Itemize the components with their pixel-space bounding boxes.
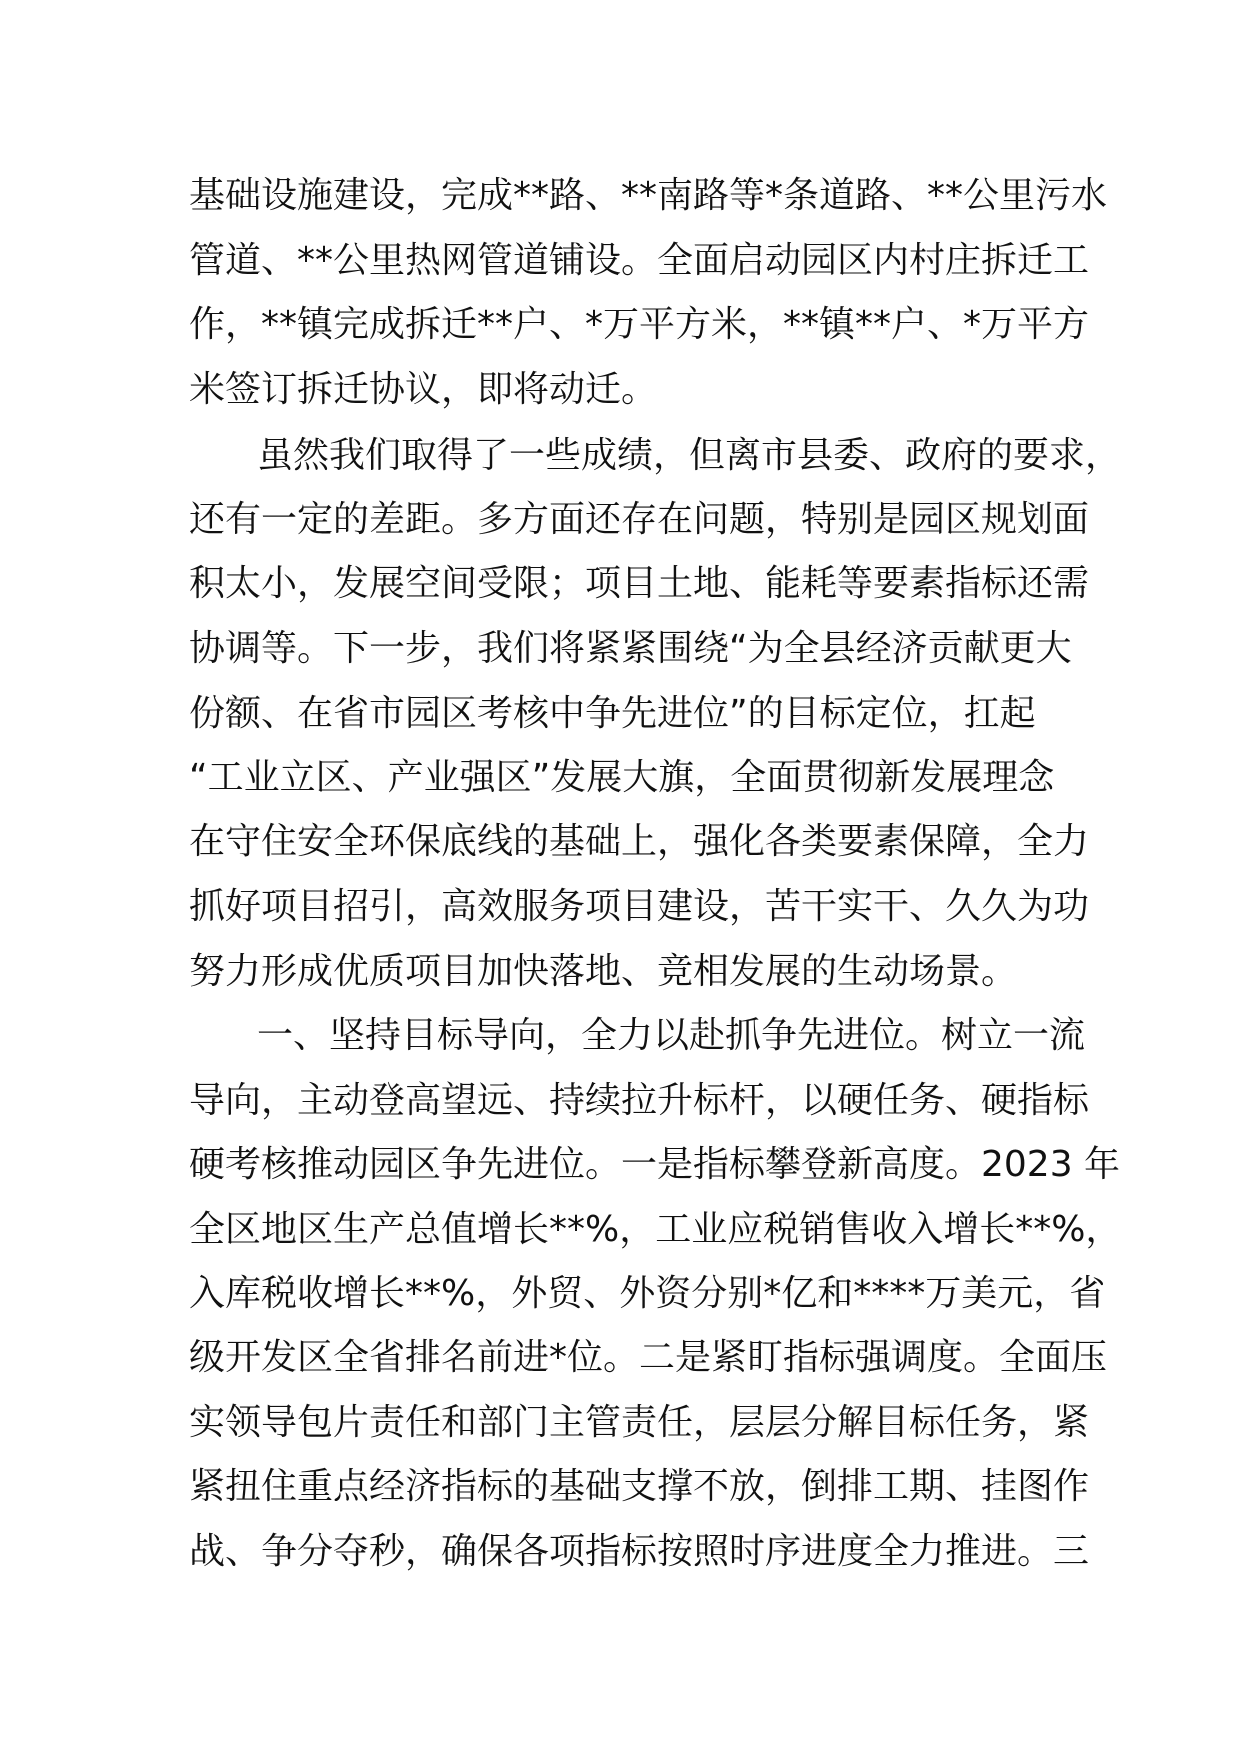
text-line: “工业立区、产业强区”发展大旗，全面贯彻新发展理念 bbox=[189, 757, 1055, 798]
text-line: 管道、**公里热网管道铺设。全面启动园区内村庄拆迁工 bbox=[189, 240, 1090, 281]
text-line: 米签订拆迁协议，即将动迁。 bbox=[189, 369, 658, 410]
text-line: 全区地区生产总值增长**%，工业应税销售收入增长**%， bbox=[189, 1209, 1122, 1250]
text-line: 硬考核推动园区争先进位。一是指标攀登新高度。2023 年 bbox=[189, 1144, 1121, 1185]
text-line: 还有一定的差距。多方面还存在问题，特别是园区规划面 bbox=[189, 499, 1090, 540]
text-line: 作，**镇完成拆迁**户、*万平方米，**镇**户、*万平方 bbox=[189, 304, 1090, 345]
text-line: 基础设施建设，完成**路、**南路等*条道路、**公里污水 bbox=[189, 175, 1108, 216]
text-line: 协调等。下一步，我们将紧紧围绕“为全县经济贡献更大 bbox=[189, 628, 1072, 669]
text-line: 努力形成优质项目加快落地、竞相发展的生动场景。 bbox=[189, 951, 1018, 992]
text-line: 实领导包片责任和部门主管责任，层层分解目标任务，紧 bbox=[189, 1402, 1090, 1443]
text-line: 入库税收增长**%，外贸、外资分别*亿和****万美元，省 bbox=[189, 1273, 1106, 1314]
text-line: 级开发区全省排名前进*位。二是紧盯指标强调度。全面压 bbox=[189, 1337, 1108, 1378]
paragraph-start-line: 虽然我们取得了一些成绩，但离市县委、政府的要求， bbox=[257, 435, 1122, 476]
text-line: 在守住安全环保底线的基础上，强化各类要素保障，全力 bbox=[189, 821, 1090, 862]
text-line: 份额、在省市园区考核中争先进位”的目标定位，扛起 bbox=[189, 693, 1036, 734]
text-line: 战、争分夺秒，确保各项指标按照时序进度全力推进。三 bbox=[189, 1531, 1090, 1572]
text-line: 导向，主动登高望远、持续拉升标杆，以硬任务、硬指标 bbox=[189, 1080, 1090, 1121]
text-line: 积太小，发展空间受限；项目土地、能耗等要素指标还需 bbox=[189, 563, 1090, 604]
text-line: 紧扭住重点经济指标的基础支撑不放，倒排工期、挂图作 bbox=[189, 1466, 1090, 1507]
section-heading-line: 一、坚持目标导向，全力以赴抓争先进位。树立一流 bbox=[257, 1015, 1086, 1056]
text-line: 抓好项目招引，高效服务项目建设，苦干实干、久久为功 bbox=[189, 886, 1090, 927]
